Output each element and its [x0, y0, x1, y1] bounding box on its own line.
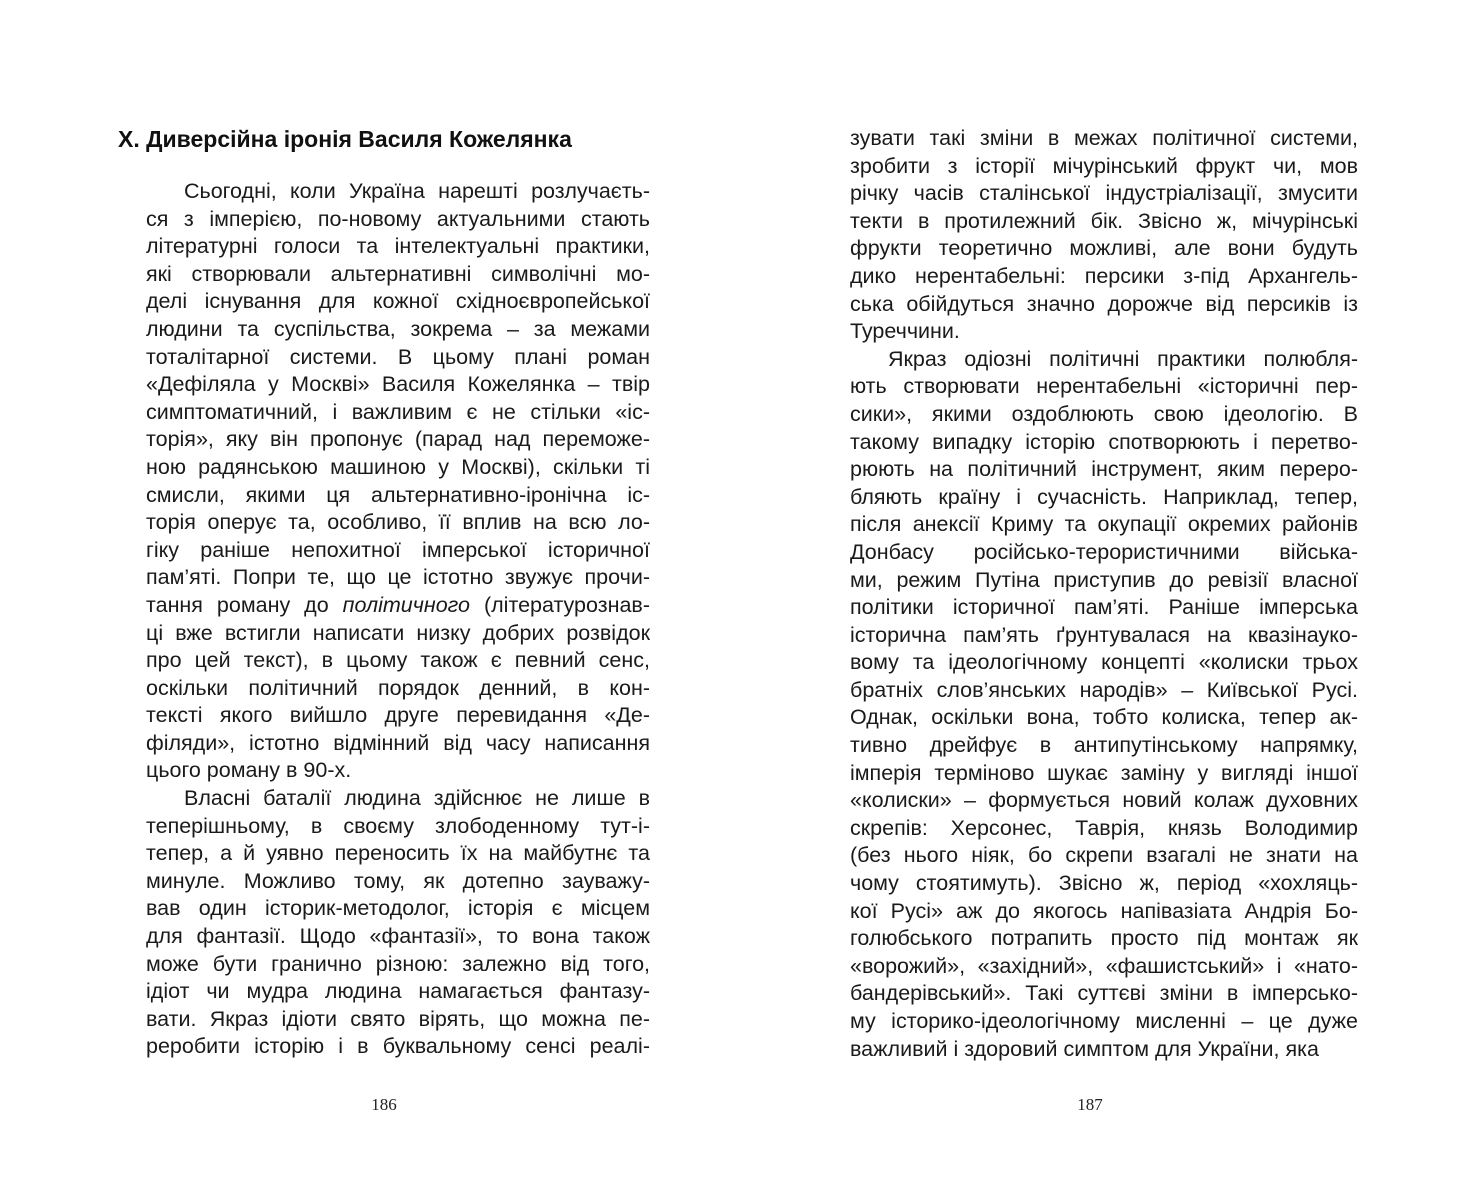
text-line: Якраз одіозні політичні практики полюбля- [888, 346, 1358, 371]
text-line: скрепів: Херсонес, Таврія, князь Володимир [850, 815, 1358, 840]
text-line: тепер, а й уявно переносить їх на майбутнє та [146, 841, 650, 866]
page-number-right: 187 [1077, 1095, 1103, 1114]
text-line: тексті якого вийшло друге перевидання «Де- [146, 703, 650, 728]
text-line: може бути гранично різною: залежно від того, [146, 951, 650, 976]
text-line: важливий і здоровий симптом для України, яка [850, 1036, 1319, 1061]
text-line: людини та суспільства, зокрема – за межами [146, 316, 650, 341]
text-line: «Дефіляла у Москві» Василя Кожелянка – твір [146, 372, 650, 397]
text-line: ська обійдуться значно дорожче від персиків із [850, 291, 1358, 316]
right-body-text [850, 125, 1358, 1063]
text-line: теперішньому, в своєму злободенному тут-і- [146, 813, 650, 838]
text-line: Туреччини. [850, 319, 960, 344]
text-line: філяди», істотно відмінний від часу написання [146, 730, 650, 755]
text-line: тоталітарної системи. В цьому плані роман [146, 344, 650, 369]
italic-word: політичного [342, 592, 470, 617]
text-line: які створювали альтернативні символічні мо- [146, 261, 650, 286]
text-line: тивно дрейфує в антипутінському напрямку, [850, 733, 1358, 758]
text-line-part: (літературознав- [470, 592, 651, 617]
text-line: літературні голоси та інтелектуальні практики, [146, 234, 650, 259]
text-line: текти в протилежний бік. Звісно ж, мічурінські [850, 208, 1358, 233]
text-line: бляють країну і сучасність. Наприклад, тепер, [850, 484, 1358, 509]
text-line: чому стоятимуть). Звісно ж, період «хохляць- [850, 871, 1358, 896]
text-line: бандерівський». Такі суттєві зміни в імперсько- [850, 981, 1358, 1006]
text-line: Сьогодні, коли Україна нарешті розлучаєть- [184, 179, 650, 203]
text-line: голюбського потрапить просто під монтаж як [850, 926, 1358, 951]
text-line: пам’яті. Попри те, що це істотно звужує прочи- [146, 565, 650, 590]
text-line: Донбасу російсько-терористичними військa- [850, 539, 1358, 564]
text-line: делі існування для кожної східноєвропейської [146, 289, 650, 314]
text-line: зувати такі зміни в межах політичної системи, [850, 126, 1358, 150]
text-line: такому випадку історію спотворюють і перетво- [850, 429, 1358, 454]
text-line: імперія терміново шукає заміну у вигляді іншої [850, 760, 1358, 785]
text-line: рюють на політичний інструмент, яким переро- [850, 457, 1358, 482]
text-line: історична пам’ять ґрунтувалася на квазінауко- [850, 622, 1358, 647]
text-line [146, 592, 650, 620]
text-line: вому та ідеологічному концепті «колиски трьох [850, 650, 1358, 675]
text-line: ці вже встигли написати низку добрих розвідок [146, 620, 650, 645]
text-line: фрукти теоретично можливі, але вони будуть [850, 236, 1358, 261]
text-line: для фантазії. Щодо «фантазії», то вона також [146, 924, 650, 949]
text-line: ся з імперією, по-новому актуальними стають [146, 206, 650, 231]
text-line: дико нерентабельні: персики з-під Архангель- [850, 263, 1358, 288]
text-line: Власні баталії людина здійснює не лише в [184, 786, 650, 811]
text-line: минуле. Можливо тому, як дотепно зауважу- [146, 868, 650, 893]
text-line: торія оперує та, особливо, її вплив на всю ло- [146, 510, 650, 535]
text-line: реробити історію і в буквальному сенсі реалі- [146, 1034, 650, 1059]
text-line: симптоматичний, і важливим є не стільки «іс- [146, 399, 650, 424]
text-line: політики історичної пам’яті. Раніше імперська [850, 595, 1358, 620]
text-line: ми, режим Путіна приступив до ревізії власної [850, 567, 1358, 592]
text-line: смисли, якими ця альтернативно-іронічна іс- [146, 482, 650, 507]
text-line: зробити з історії мічурінський фрукт чи, мов [850, 153, 1358, 178]
text-line: сики», якими оздоблюють свою ідеологію. В [850, 401, 1358, 426]
text-line: вати. Якраз ідіоти свято вірять, що можна пе- [146, 1006, 650, 1031]
text-line: «ворожий», «західний», «фашистський» і «нато- [850, 953, 1358, 978]
text-line: оскільки політичний порядок денний, в кон- [146, 675, 650, 700]
text-line: ють створювати нерентабельні «історичні пер- [850, 374, 1358, 399]
text-line: цього роману в 90-х. [146, 758, 352, 783]
text-line: річку часів сталінської індустріалізації, змусити [850, 181, 1358, 206]
text-line: кої Русі» аж до якогось напівазіата Андрія Бо- [850, 898, 1358, 923]
text-line: після анексії Криму та окупації окремих районів [850, 512, 1358, 537]
text-line: Однак, оскільки вона, тобто колиска, тепер ак- [850, 705, 1358, 730]
right-page [738, 0, 1476, 1181]
page-number-left: 186 [371, 1095, 397, 1114]
text-line: ідіот чи мудра людина намагається фантазу- [146, 979, 650, 1004]
left-body-text [146, 178, 650, 1061]
text-line: «колиски» – формується новий колаж духовних [850, 788, 1358, 813]
text-line: ною радянською машиною у Москві), скільки ті [146, 454, 650, 479]
text-line: братніх слов’янських народів» – Київської Русі. [850, 677, 1358, 702]
text-line: му історико-ідеологічному мисленні – це дуже [850, 1009, 1358, 1033]
text-line: (без нього ніяк, бо скрепи взагалі не знати на [850, 843, 1358, 868]
text-line: гіку раніше непохитної імперської історичної [146, 537, 650, 562]
chapter-title: X. Диверсійна іронія Василя Кожелянка [118, 126, 572, 152]
text-line: вав один історик-методолог, історія є місцем [146, 896, 650, 921]
text-line: про цей текст), в цьому також є певний сенс, [146, 648, 650, 673]
text-line-part: тання роману до [146, 592, 343, 617]
text-line: торія», яку він пропонує (парад над переможе- [146, 427, 650, 452]
